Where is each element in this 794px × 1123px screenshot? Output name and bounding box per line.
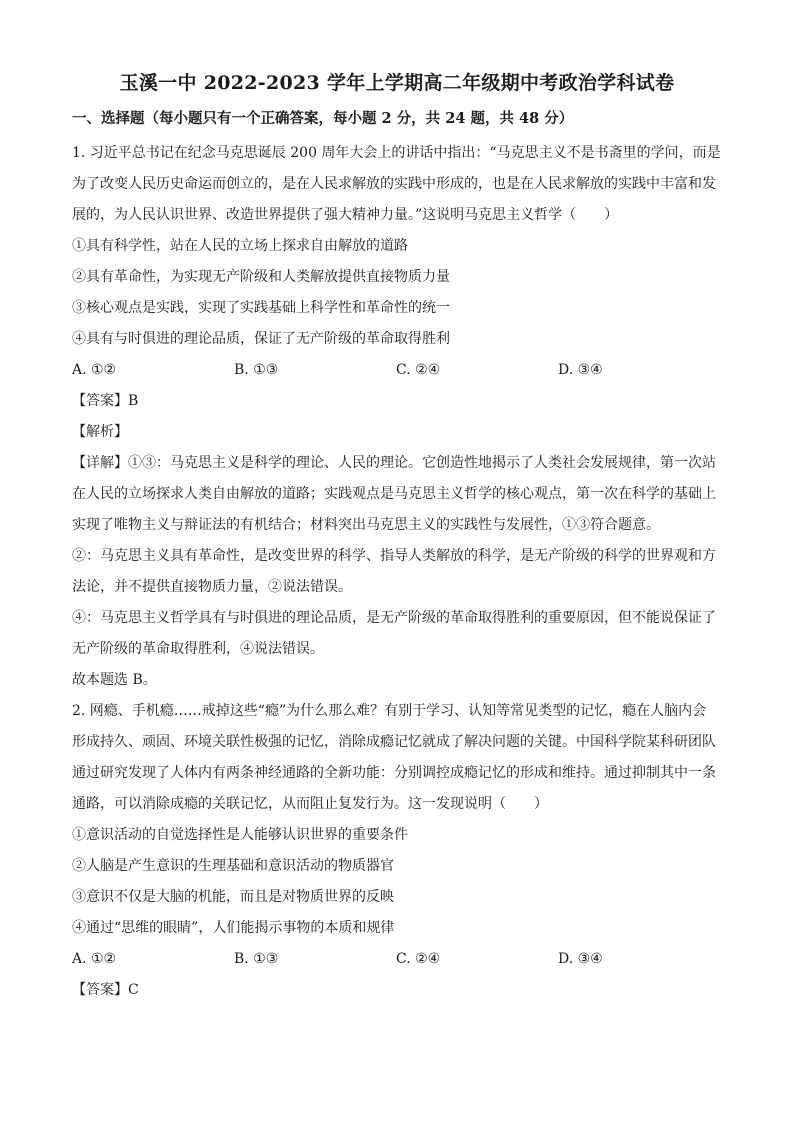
question-2 — [72, 696, 722, 1006]
answer-tag: 【答案】 — [72, 393, 128, 409]
section-heading: 一、选择题（每小题只有一个正确答案，每小题 2 分，共 24 题，共 48 分） — [72, 110, 574, 127]
q2-stem-line: 形成持久、顽固、环境关联性极强的记忆，消除成瘾记忆就成了解决问题的关键。中国科学院某科研团队 — [72, 734, 716, 750]
q1-option-c: C. ②④ — [396, 362, 441, 378]
q2-choice-2: ②人脑是产生意识的生理基础和意识活动的物质器官 — [72, 858, 394, 874]
q1-options — [72, 355, 722, 386]
q1-answer-value: B — [128, 393, 139, 409]
q2-answer-row — [72, 975, 722, 1006]
q1-stem-line: 1. 习近平总书记在纪念马克思诞辰 200 周年大会上的讲话中指出：“马克思主义不是书斋里的学问，而是 — [72, 145, 721, 161]
exam-title: 玉溪一中 2022-2023 学年上学期高二年级期中考政治学科试卷 — [119, 72, 675, 94]
q2-stem-line: 通过研究发现了人体内有两条神经通路的全新功能：分别调控成瘾记忆的形成和维持。通过抑制其中一条 — [72, 765, 716, 781]
q1-analysis-row — [72, 417, 722, 448]
q1-detail-line: ②：马克思主义具有革命性，是改变世界的科学、指导人类解放的科学，是无产阶级的科学的世界观和方 — [72, 548, 716, 564]
q1-answer-row — [72, 386, 722, 417]
q1-detail-line: 实现了唯物主义与辩证法的有机结合；材料突出马克思主义的实践性与发展性，①③符合题意。 — [72, 517, 660, 533]
detail-tag: 【详解】 — [72, 455, 128, 471]
q1-detail-line: 法论，并不提供直接物质力量，②说法错误。 — [72, 579, 352, 595]
q2-answer-value: C — [128, 982, 139, 998]
q1-stem-line: 展的，为人民认识世界、改造世界提供了强大精神力量。”这说明马克思主义哲学（ ） — [72, 207, 619, 223]
q2-choice-1: ①意识活动的自觉选择性是人能够认识世界的重要条件 — [72, 827, 408, 843]
q2-option-b: B. ①③ — [234, 951, 279, 967]
q2-choice-3: ③意识不仅是大脑的机能，而且是对物质世界的反映 — [72, 889, 394, 905]
q2-choice-4: ④通过“思维的眼睛”，人们能揭示事物的本质和规律 — [72, 920, 395, 936]
q2-option-d: D. ③④ — [558, 951, 603, 967]
q1-detail-line — [72, 448, 722, 479]
q2-option-a: A. ①② — [72, 951, 117, 967]
q2-stem-line: 通路，可以消除成瘾的关联记忆，从而阻止复发行为。这一发现说明（ ） — [72, 796, 548, 812]
q1-choice-2: ②具有革命性，为实现无产阶级和人类解放提供直接物质力量 — [72, 269, 450, 285]
q1-option-d: D. ③④ — [558, 362, 603, 378]
question-1 — [72, 138, 722, 696]
q1-detail-line: 无产阶级的革命取得胜利，④说法错误。 — [72, 641, 324, 657]
q1-option-a: A. ①② — [72, 362, 117, 378]
q1-stem-line: 为了改变人民历史命运而创立的，是在人民求解放的实践中形成的，也是在人民求解放的实践中丰富和发 — [72, 176, 716, 192]
q1-option-b: B. ①③ — [234, 362, 279, 378]
q2-option-c: C. ②④ — [396, 951, 441, 967]
q1-detail-text: ①③：马克思主义是科学的理论、人民的理论。它创造性地揭示了人类社会发展规律，第一次站 — [128, 455, 716, 471]
analysis-tag: 【解析】 — [72, 424, 128, 440]
q1-choice-4: ④具有与时俱进的理论品质，保证了无产阶级的革命取得胜利 — [72, 331, 450, 347]
q1-detail-line: 在人民的立场探求人类自由解放的道路；实践观点是马克思主义哲学的核心观点，第一次在科学的基础上 — [72, 486, 716, 502]
q1-detail-line: ④：马克思主义哲学具有与时俱进的理论品质，是无产阶级的革命取得胜利的重要原因，但不能说保证了 — [72, 610, 716, 626]
q1-choice-1: ①具有科学性，站在人民的立场上探求自由解放的道路 — [72, 238, 408, 254]
q1-choice-3: ③核心观点是实践，实现了实践基础上科学性和革命性的统一 — [72, 300, 450, 316]
answer-tag: 【答案】 — [72, 982, 128, 998]
exam-content — [72, 138, 722, 1006]
q2-stem-line: 2. 网瘾、手机瘾……戒掉这些“瘾”为什么那么难？有别于学习、认知等常见类型的记忆，瘾在人脑内会 — [72, 703, 707, 719]
q2-options — [72, 944, 722, 975]
q1-conclusion: 故本题选 B。 — [72, 672, 157, 688]
